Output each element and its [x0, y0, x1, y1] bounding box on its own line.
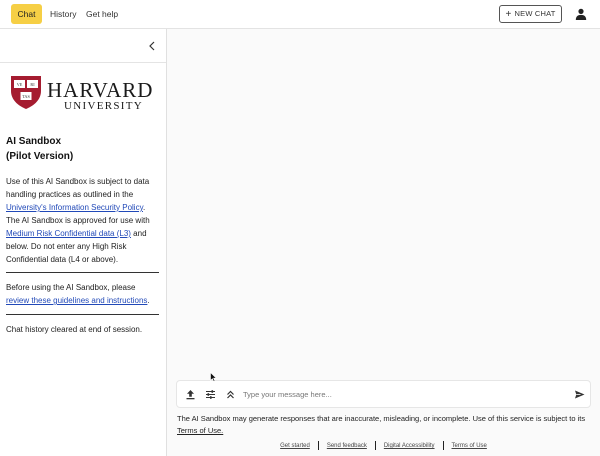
mouse-cursor-icon: [210, 372, 217, 382]
notice-part-1: Use of this AI Sandbox is subject to data handling practices as outlined in the: [6, 177, 150, 199]
shield-text-ri: RI: [30, 82, 35, 87]
plus-icon: +: [505, 8, 512, 20]
new-chat-label: NEW CHAT: [514, 9, 556, 18]
medium-risk-data-link[interactable]: Medium Risk Confidential data (L3): [6, 229, 131, 238]
shield-text-ve: VE: [16, 82, 23, 87]
chat-area: [167, 29, 600, 456]
disclaimer-body: The AI Sandbox may generate responses that are inaccurate, misleading, or incomplete. Use of this service is subject to its: [177, 414, 586, 423]
disclaimer-text: [177, 413, 592, 437]
upload-icon[interactable]: [185, 389, 196, 400]
notice-part-2: . The AI Sandbox is approved for use with: [6, 203, 150, 225]
data-handling-notice: [6, 175, 159, 266]
sliders-icon[interactable]: [205, 389, 216, 400]
footer-links: [167, 440, 600, 452]
review-part-1: Before using the AI Sandbox, please: [6, 283, 136, 292]
send-icon[interactable]: [574, 389, 585, 400]
title-line-2: (Pilot Version): [6, 151, 74, 162]
security-policy-link[interactable]: University's Information Security Policy: [6, 203, 143, 212]
terms-of-use-link[interactable]: Terms of Use.: [177, 426, 224, 435]
footer-link-send-feedback[interactable]: Send feedback: [326, 443, 367, 449]
chevron-left-icon[interactable]: [148, 41, 156, 51]
message-composer: [176, 380, 591, 408]
divider: [6, 272, 159, 273]
tab-chat[interactable]: Chat: [11, 4, 42, 24]
footer-link-digital-accessibility[interactable]: Digital Accessibility: [383, 443, 435, 449]
guidelines-link[interactable]: review these guidelines and instructions: [6, 296, 148, 305]
sidebar-title: [6, 134, 156, 164]
message-input[interactable]: [243, 386, 563, 403]
title-line-1: AI Sandbox: [6, 136, 62, 147]
footer-link-get-started[interactable]: Get started: [280, 443, 310, 449]
sidebar-header: [0, 29, 166, 63]
user-icon[interactable]: [575, 8, 587, 20]
harvard-shield-icon: [10, 75, 42, 110]
university-wordmark: UNIVERSITY: [64, 100, 143, 112]
sidebar: [0, 29, 167, 456]
shield-text-tas: TAS: [22, 94, 30, 99]
history-note: Chat history cleared at end of session.: [6, 325, 143, 334]
notice-part-3: and below. Do not enter any High Risk Confidential data (L4 or above).: [6, 229, 147, 264]
chevron-double-up-icon[interactable]: [225, 389, 236, 400]
divider: [6, 314, 159, 315]
harvard-wordmark: HARVARD: [47, 78, 154, 102]
review-part-2: .: [147, 296, 150, 305]
new-chat-button[interactable]: [499, 5, 562, 23]
tab-history[interactable]: History: [50, 9, 77, 19]
top-nav: [0, 0, 600, 29]
tab-get-help[interactable]: Get help: [86, 9, 119, 19]
review-guidelines-text: [6, 281, 159, 307]
footer-link-terms-of-use[interactable]: Terms of Use: [451, 443, 487, 449]
